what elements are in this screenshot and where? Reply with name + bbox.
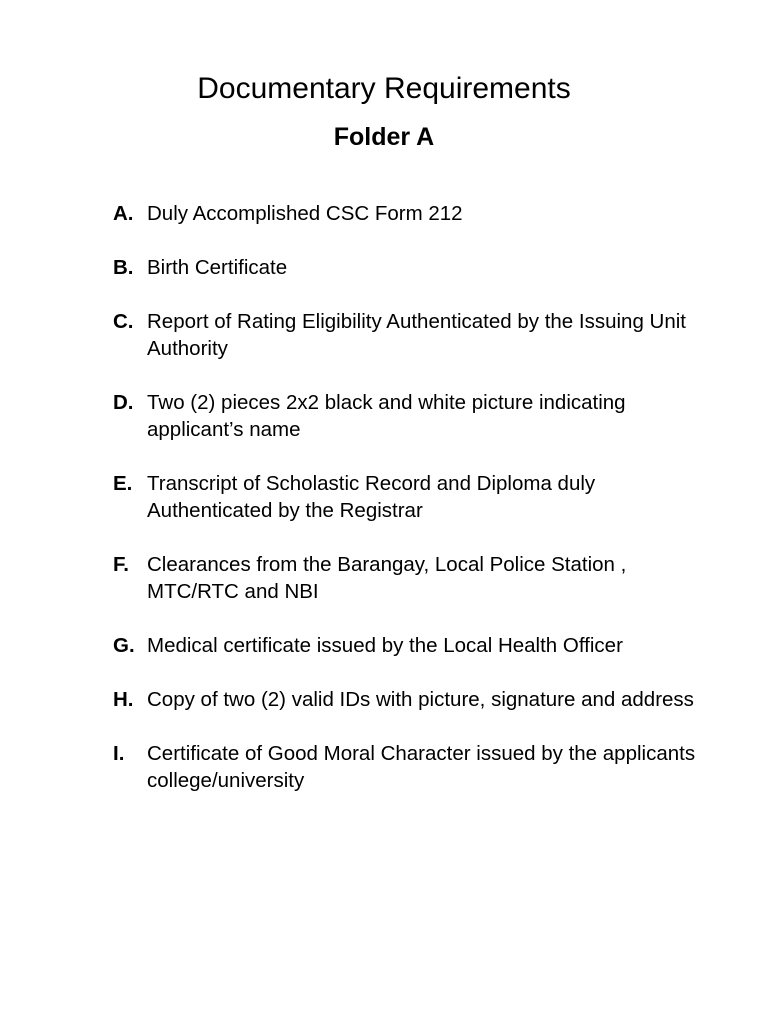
page-title: Documentary Requirements	[197, 72, 571, 105]
list-item	[113, 551, 713, 605]
folder-subtitle: Folder A	[333, 123, 435, 151]
list-item	[113, 470, 713, 524]
item-text: Duly Accomplished CSC Form 212	[147, 202, 463, 225]
requirements-list	[113, 200, 713, 821]
list-item	[113, 740, 713, 794]
item-letter: A.	[113, 202, 134, 225]
list-item	[113, 686, 713, 713]
list-item	[113, 389, 713, 443]
item-letter: E.	[113, 472, 133, 495]
item-text: Medical certificate issued by the Local Health Officer	[147, 634, 623, 657]
item-letter: B.	[113, 256, 134, 279]
item-letter: F.	[113, 553, 129, 576]
list-item	[113, 308, 713, 362]
item-text: Transcript of Scholastic Record and Diploma duly Authenticated by the Registrar	[147, 472, 596, 522]
list-item	[113, 632, 713, 659]
item-text: Certificate of Good Moral Character issued by the applicants college/university	[147, 742, 696, 792]
item-letter: I.	[113, 742, 125, 765]
item-text: Clearances from the Barangay, Local Police Station , MTC/RTC and NBI	[147, 553, 627, 603]
item-text: Report of Rating Eligibility Authenticated by the Issuing Unit Authority	[147, 310, 686, 360]
item-text: Birth Certificate	[147, 256, 288, 279]
item-letter: H.	[113, 688, 134, 711]
item-letter: C.	[113, 310, 134, 333]
item-letter: G.	[113, 634, 135, 657]
list-item	[113, 254, 713, 281]
item-text: Copy of two (2) valid IDs with picture, signature and address	[147, 688, 694, 711]
item-text: Two (2) pieces 2x2 black and white picture indicating applicant’s name	[147, 391, 626, 441]
list-item	[113, 200, 713, 227]
item-letter: D.	[113, 391, 134, 414]
